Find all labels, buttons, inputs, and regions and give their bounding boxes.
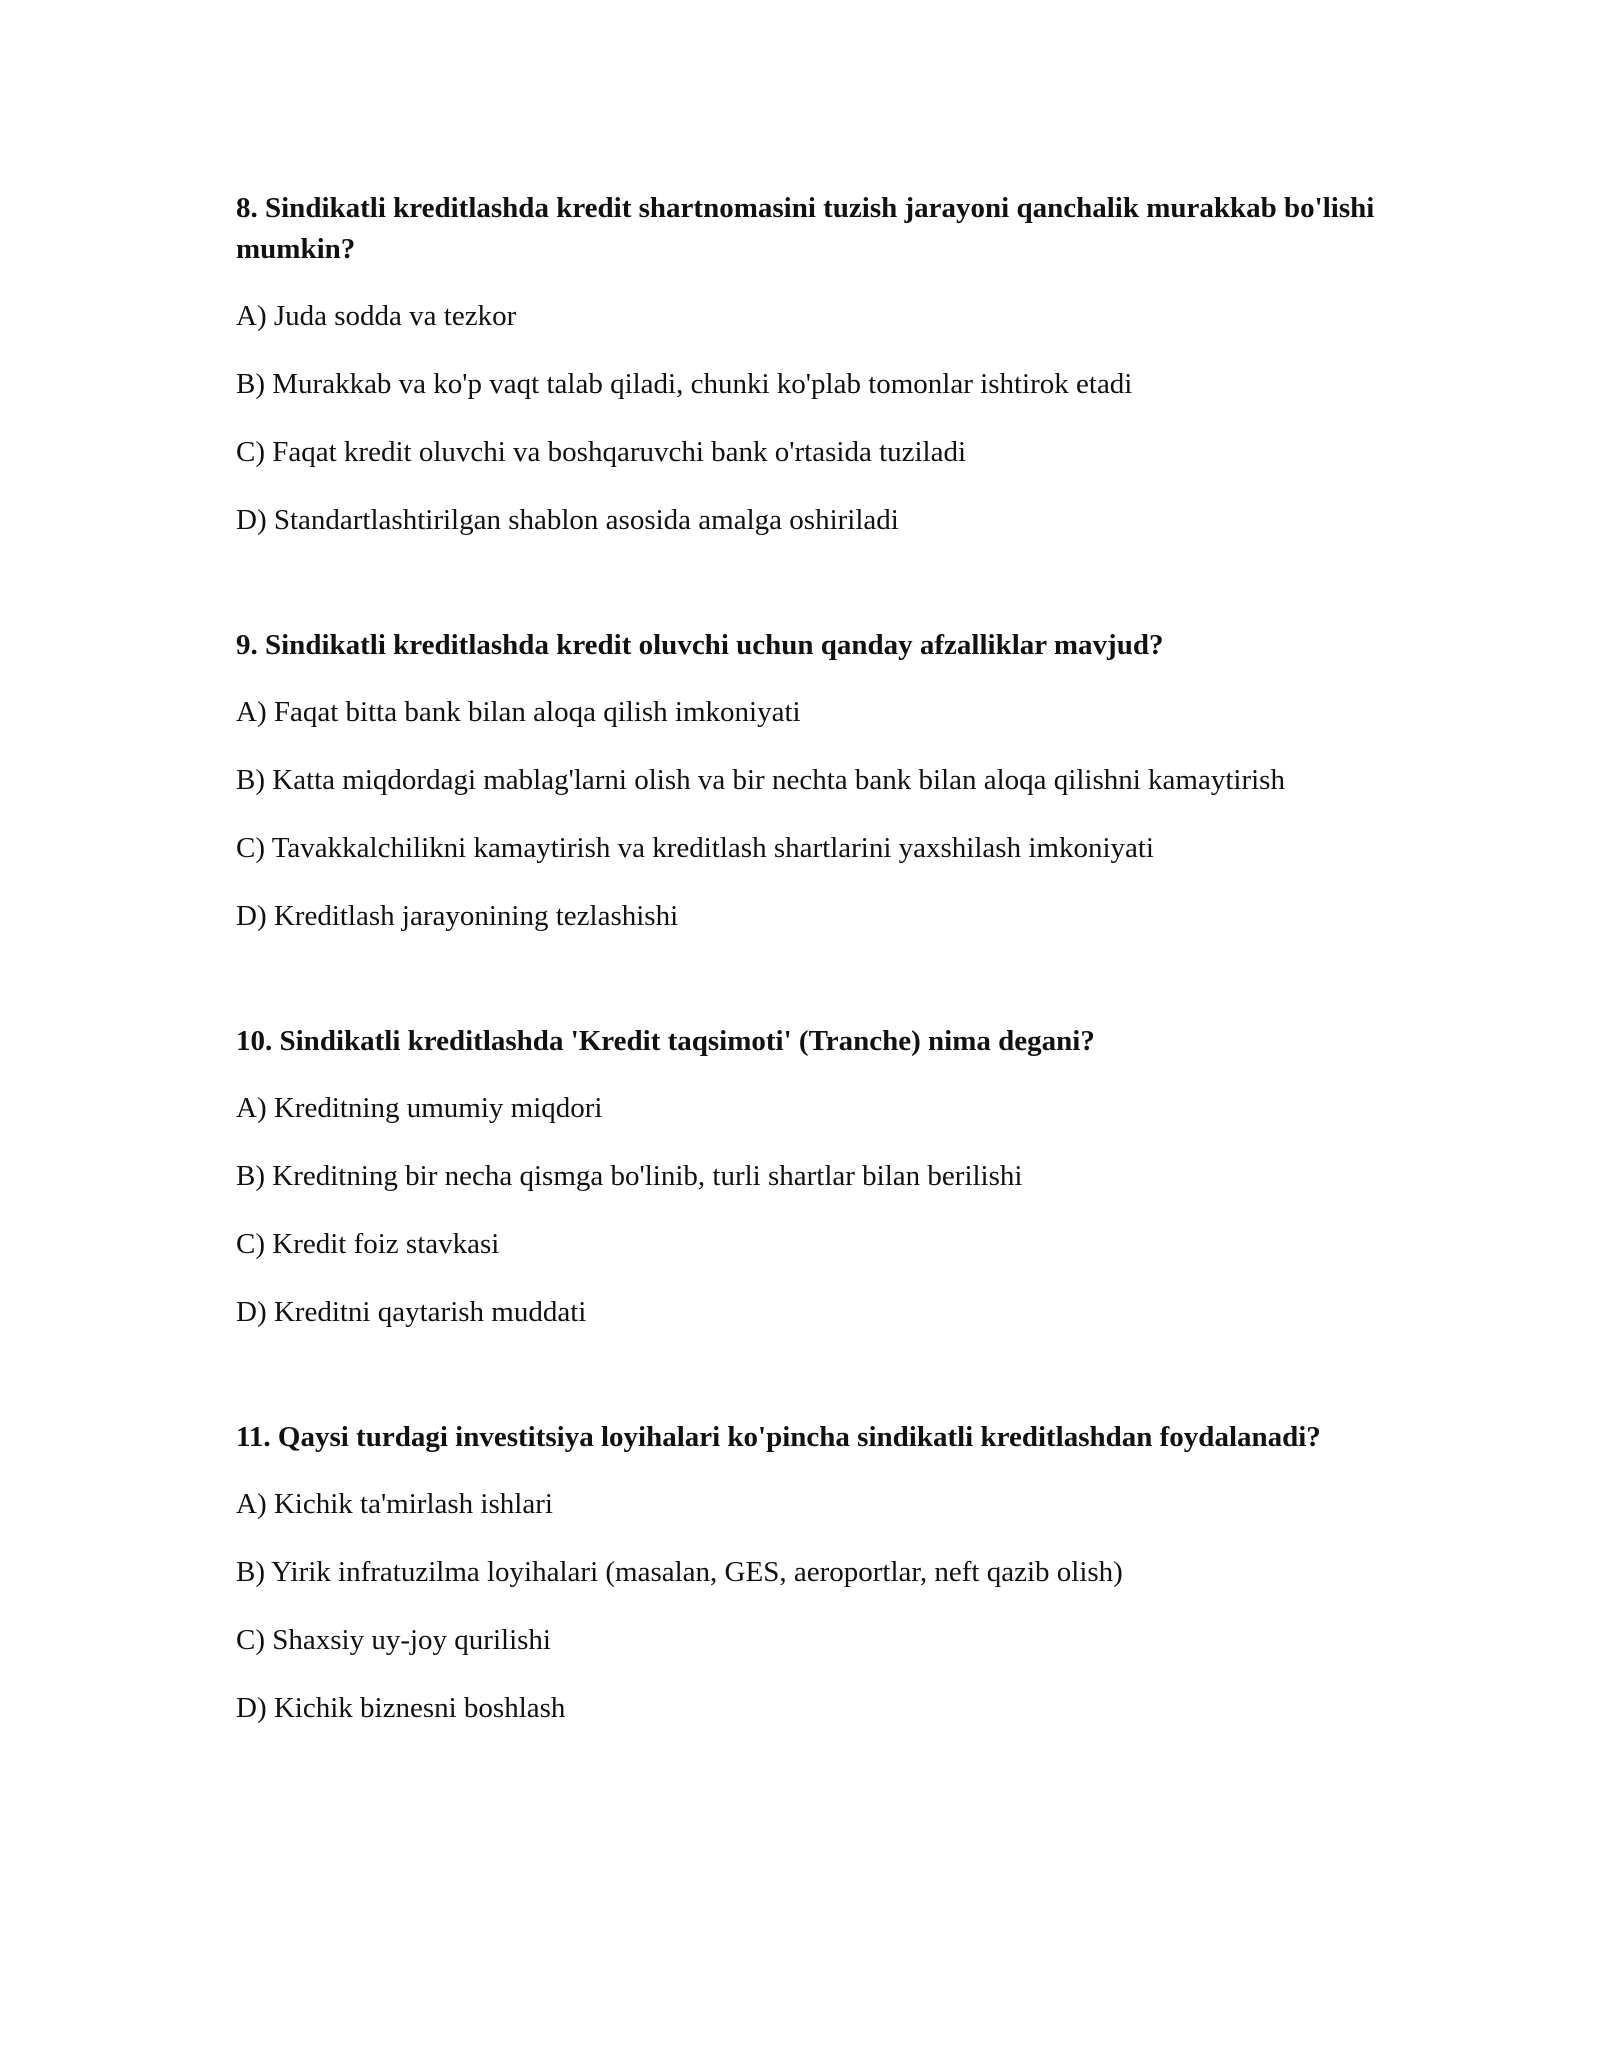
answer-option-b: B) Kreditning bir necha qismga bo'linib, turli shartlar bilan berilishi <box>236 1160 1023 1192</box>
answer-option-b: B) Murakkab va ko'p vaqt talab qiladi, chunki ko'plab tomonlar ishtirok etadi <box>236 368 1133 400</box>
question-title: 11. Qaysi turdagi investitsiya loyihalari ko'pincha sindikatli kreditlashdan foydalanadi? <box>236 1421 1321 1453</box>
answer-option-a: A) Kreditning umumiy miqdori <box>236 1092 603 1124</box>
answer-option-d: D) Kreditni qaytarish muddati <box>236 1296 587 1328</box>
question-block-10 <box>236 1021 1386 1333</box>
question-title: 8. Sindikatli kreditlashda kredit shartnomasini tuzish jarayoni qanchalik murakkab bo'lishi mumkin? <box>236 192 1375 265</box>
answer-option-c: C) Shaxsiy uy-joy qurilishi <box>236 1624 551 1656</box>
answer-option-a: A) Kichik ta'mirlash ishlari <box>236 1488 553 1520</box>
answer-option-c: C) Faqat kredit oluvchi va boshqaruvchi bank o'rtasida tuziladi <box>236 436 967 468</box>
answer-option-b: B) Katta miqdordagi mablag'larni olish va bir nechta bank bilan aloqa qilishni kamaytirish <box>236 764 1285 796</box>
answer-option-c: C) Kredit foiz stavkasi <box>236 1228 500 1260</box>
answer-option-a: A) Juda sodda va tezkor <box>236 300 517 332</box>
question-block-8 <box>236 188 1386 541</box>
answer-option-d: D) Kreditlash jarayonining tezlashishi <box>236 900 679 932</box>
question-title: 10. Sindikatli kreditlashda 'Kredit taqsimoti' (Tranche) nima degani? <box>236 1025 1095 1057</box>
question-title: 9. Sindikatli kreditlashda kredit oluvchi uchun qanday afzalliklar mavjud? <box>236 629 1164 661</box>
answer-option-c: C) Tavakkalchilikni kamaytirish va kreditlash shartlarini yaxshilash imkoniyati <box>236 832 1154 864</box>
answer-option-d: D) Standartlashtirilgan shablon asosida amalga oshiriladi <box>236 504 899 536</box>
document-page <box>236 188 1386 1813</box>
question-block-11 <box>236 1417 1386 1729</box>
answer-option-d: D) Kichik biznesni boshlash <box>236 1692 566 1724</box>
question-block-9 <box>236 625 1386 937</box>
answer-option-a: A) Faqat bitta bank bilan aloqa qilish imkoniyati <box>236 696 801 728</box>
answer-option-b: B) Yirik infratuzilma loyihalari (masalan, GES, aeroportlar, neft qazib olish) <box>236 1556 1123 1588</box>
